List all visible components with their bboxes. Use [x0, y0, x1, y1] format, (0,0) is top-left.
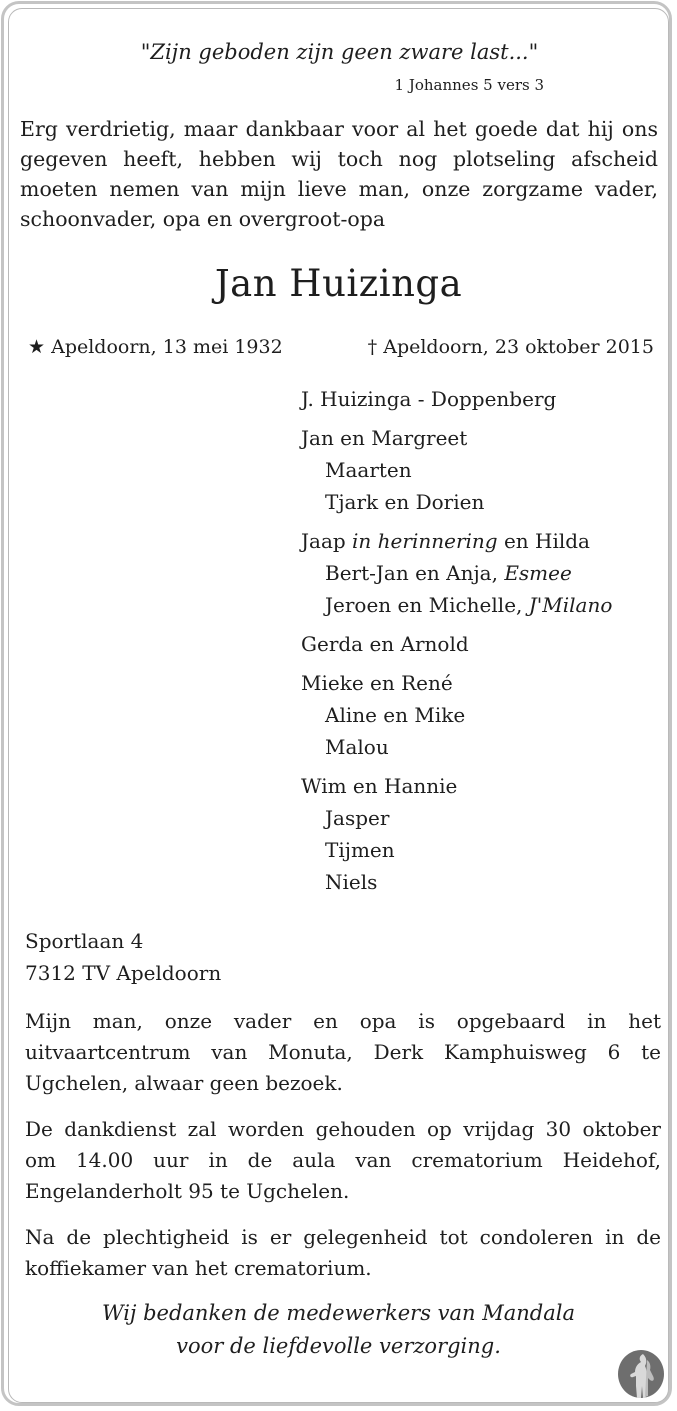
grandchild-text: Jeroen en Michelle, — [325, 593, 523, 617]
home-address — [25, 925, 221, 989]
grandchild-name: Aline en Mike — [325, 703, 466, 727]
family-name: Jan en Margreet — [301, 426, 468, 450]
cross-icon: † — [367, 336, 378, 358]
great-grandchild-name: Esmee — [504, 561, 572, 585]
address-street: Sportlaan 4 — [25, 929, 144, 953]
star-icon: ★ — [28, 336, 46, 358]
service-paragraph — [25, 1114, 661, 1207]
family-name: Gerda en Arnold — [301, 632, 469, 656]
birth-place-date: Apeldoorn, 13 mei 1932 — [51, 336, 283, 358]
family-name: Wim en Hannie — [301, 774, 458, 798]
thanks-line: Wij bedanken de medewerkers van Mandala — [101, 1301, 575, 1325]
thanks-note — [0, 1297, 677, 1363]
embracing-figures-icon — [617, 1350, 665, 1400]
viewing-paragraph — [25, 1006, 661, 1099]
family-name-text: Jaap — [301, 529, 346, 553]
grandchild-name: Niels — [325, 870, 378, 894]
family-group — [301, 628, 612, 660]
intro-line: Erg verdrietig, maar dankbaar voor al het goede dat hij ons — [20, 117, 658, 141]
paragraph-line: om 14.00 uur in de aula van crematorium Heidehof, — [25, 1148, 661, 1172]
family-group — [301, 422, 612, 518]
great-grandchild-name: J'Milano — [528, 593, 613, 617]
grandchild-text: Bert-Jan en Anja, — [325, 561, 498, 585]
address-city: 7312 TV Apeldoorn — [25, 961, 222, 985]
thanks-line: voor de liefdevolle verzorging. — [176, 1334, 501, 1358]
paragraph-line: Na de plechtigheid is er gelegenheid tot condoleren in de — [25, 1225, 661, 1249]
bible-quote: "Zijn geboden zijn geen zware last..." — [140, 40, 539, 64]
quote-reference: 1 Johannes 5 vers 3 — [394, 76, 544, 94]
family-list — [301, 383, 612, 905]
deceased-name: Jan Huizinga — [214, 262, 463, 305]
condolence-paragraph — [25, 1222, 661, 1284]
family-name: Mieke en René — [301, 671, 453, 695]
grandchild-name — [301, 557, 612, 589]
intro-line: schoonvader, opa en overgroot-opa — [20, 207, 386, 231]
intro-line: gegeven heeft, hebben wij toch nog plotseling afscheid — [20, 147, 658, 171]
paragraph-line: Ugchelen, alwaar geen bezoek. — [25, 1071, 343, 1095]
intro-line: moeten nemen van mijn lieve man, onze zorgzame vader, — [20, 177, 658, 201]
grandchild-name: Tijmen — [325, 838, 395, 862]
family-name-suffix: en Hilda — [503, 529, 590, 553]
family-group — [301, 383, 612, 415]
paragraph-line: Engelanderholt 95 te Ugchelen. — [25, 1179, 350, 1203]
grandchild-name — [301, 589, 612, 621]
paragraph-line: Mijn man, onze vader en opa is opgebaard in het — [25, 1009, 661, 1033]
grandchild-name: Jasper — [325, 806, 390, 830]
grandchild-name: Maarten — [325, 458, 412, 482]
family-group — [301, 667, 612, 763]
grandchild-name: Malou — [325, 735, 389, 759]
family-name — [301, 525, 612, 557]
intro-text — [20, 114, 658, 234]
death-info — [368, 336, 654, 358]
paragraph-line: koffiekamer van het crematorium. — [25, 1256, 372, 1280]
in-memoriam-note: in herinnering — [352, 529, 498, 553]
paragraph-line: uitvaartcentrum van Monuta, Derk Kamphuisweg 6 te — [25, 1040, 661, 1064]
death-place-date: Apeldoorn, 23 oktober 2015 — [383, 336, 654, 358]
family-name: J. Huizinga - Doppenberg — [301, 387, 557, 411]
grandchild-name: Tjark en Dorien — [325, 490, 485, 514]
family-group — [301, 525, 612, 621]
family-group — [301, 770, 612, 898]
birth-info — [28, 336, 283, 358]
paragraph-line: De dankdienst zal worden gehouden op vrijdag 30 oktober — [25, 1117, 661, 1141]
